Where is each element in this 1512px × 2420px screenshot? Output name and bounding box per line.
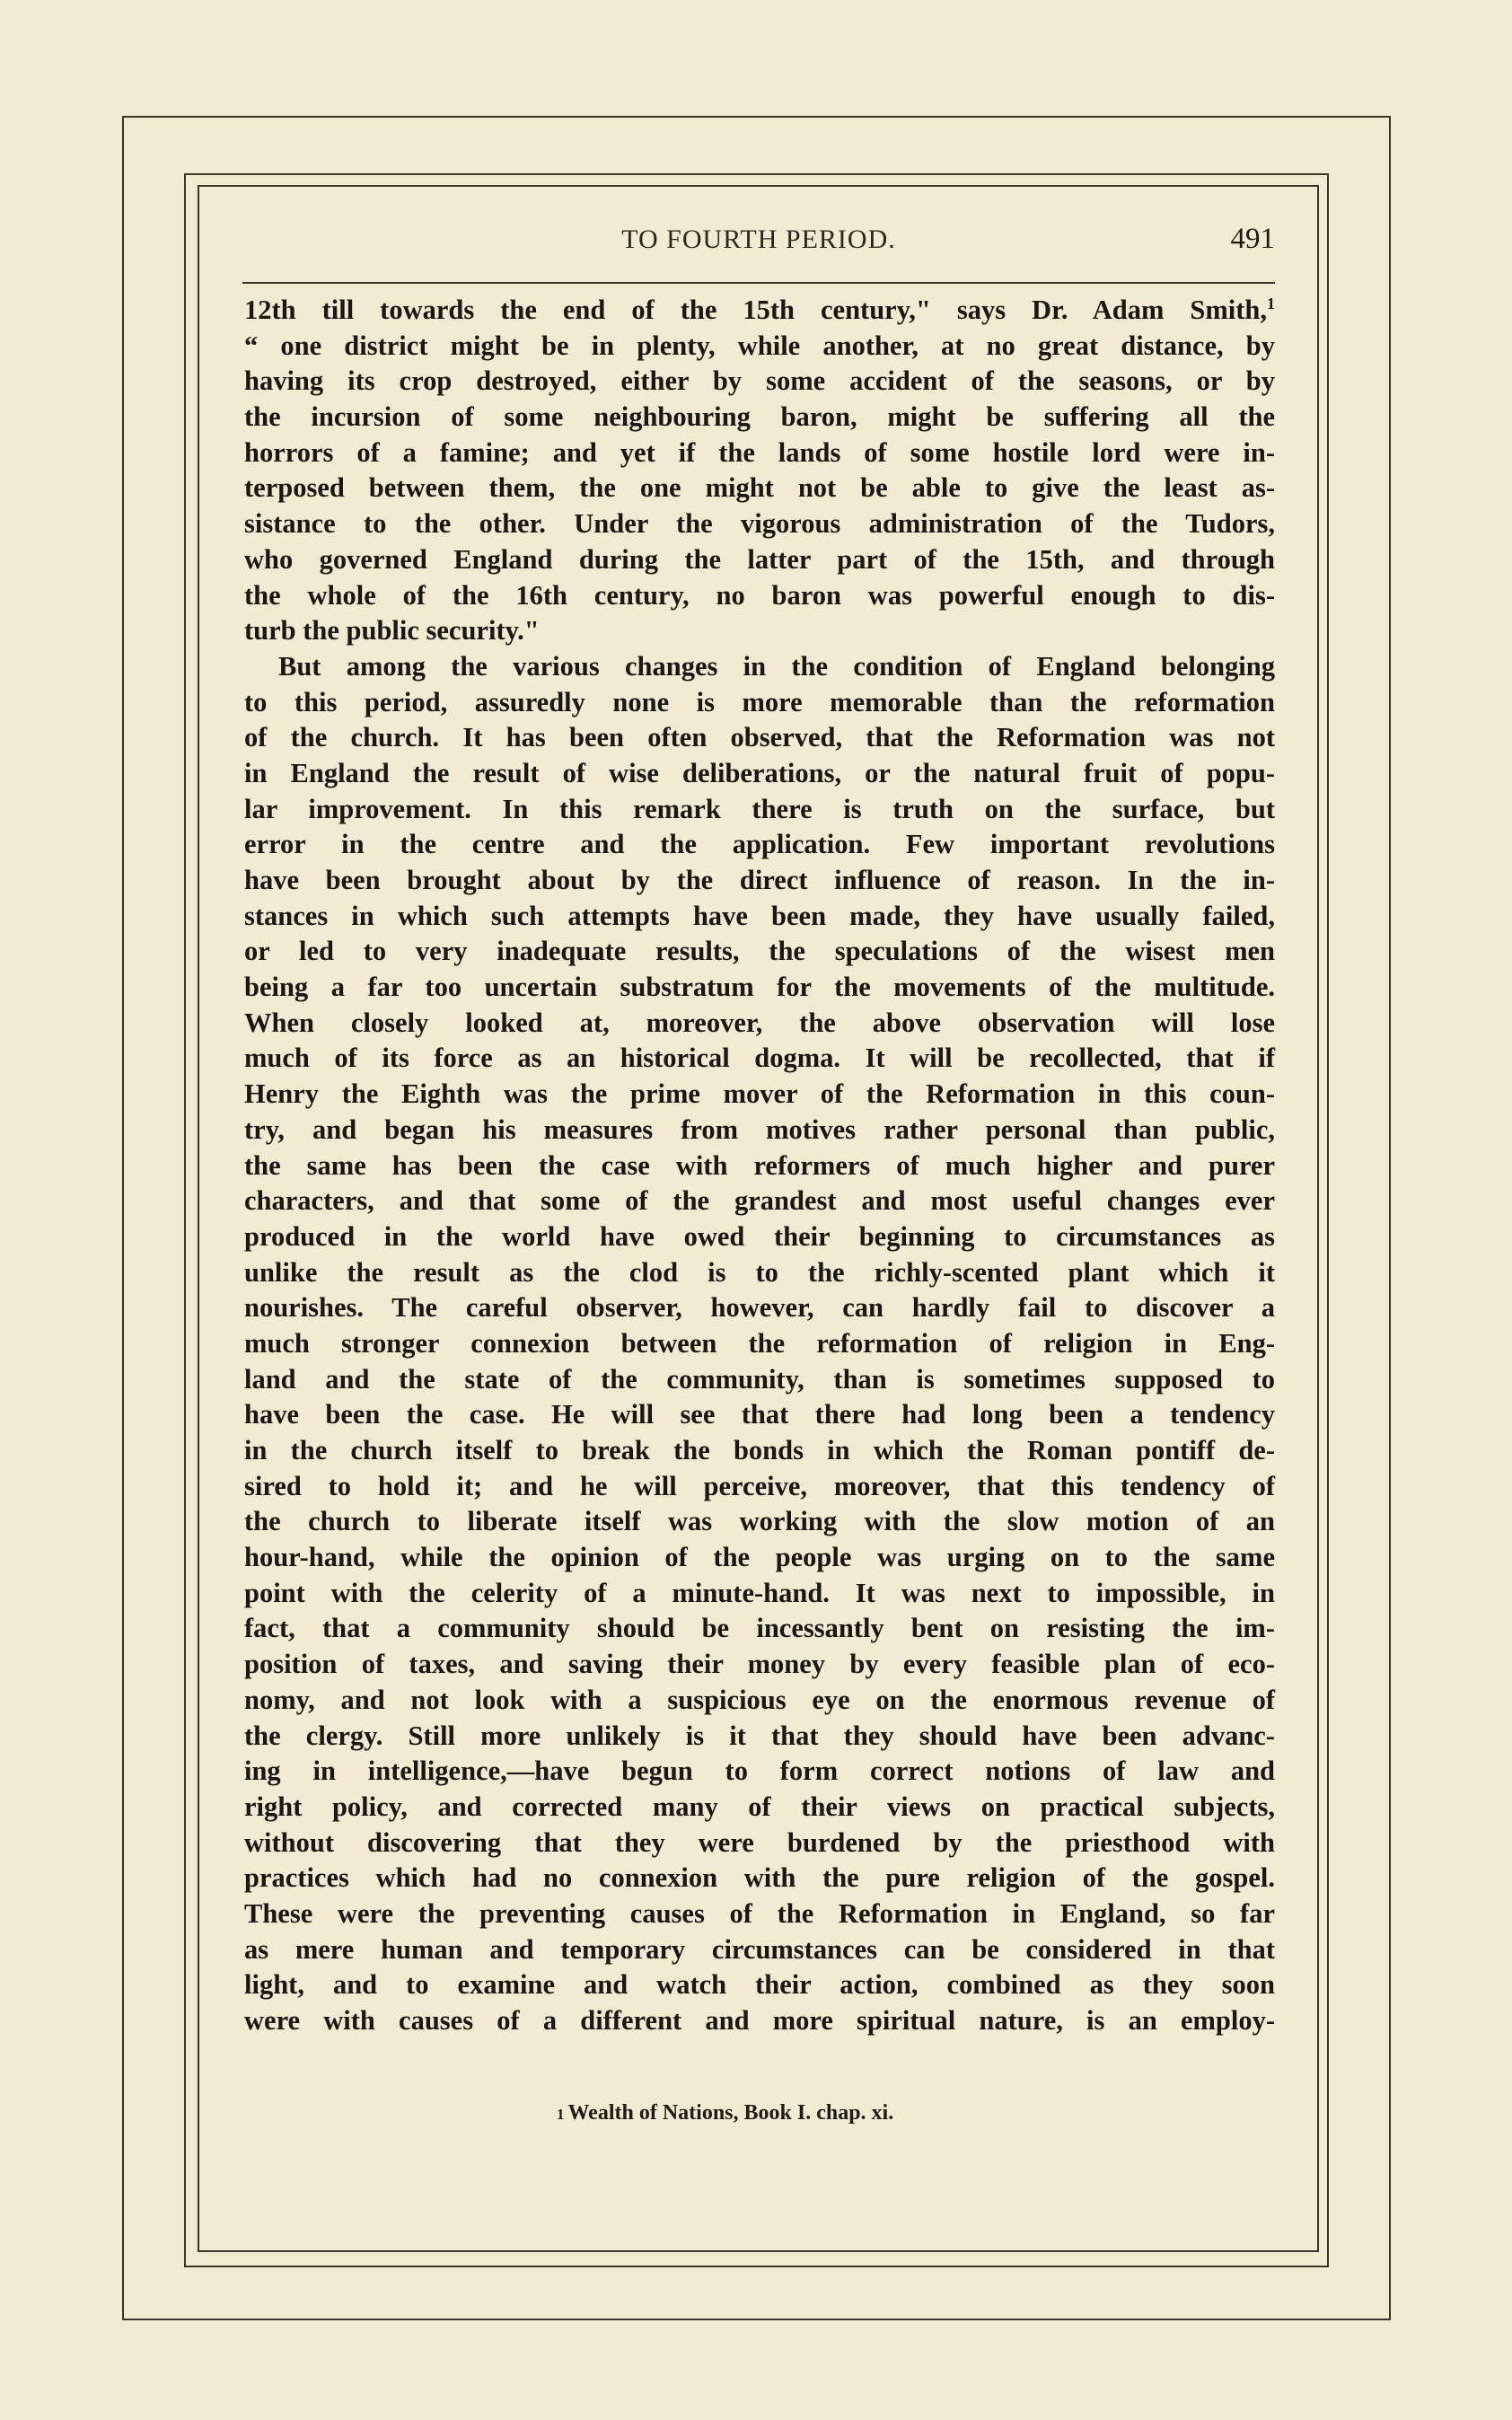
- text-line: error in the centre and the application. Few important revolutions: [244, 829, 1275, 860]
- text-line: produced in the world have owed their beginning to circumstances as: [244, 1220, 1275, 1252]
- footnote-marker: 1: [557, 2106, 565, 2123]
- footnote: [557, 2101, 893, 2125]
- text-line: right policy, and corrected many of their views on practical subjects,: [244, 1791, 1275, 1822]
- text-line: nomy, and not look with a suspicious eye on the enormous revenue of: [244, 1684, 1275, 1715]
- header-rule: [242, 282, 1275, 284]
- text-line: much of its force as an historical dogma. It will be recollected, that if: [244, 1043, 1275, 1074]
- text-line: point with the celerity of a minute-hand. It was next to impossible, in: [244, 1577, 1275, 1608]
- text-line: nourishes. The careful observer, however, can hardly fail to discover a: [244, 1292, 1275, 1324]
- text-line: the whole of the 16th century, no baron was powerful enough to dis-: [244, 579, 1275, 611]
- text-line: ing in intelligence,—have begun to form correct notions of law and: [244, 1756, 1275, 1787]
- text-line: terposed between them, the one might not be able to give the least as-: [244, 472, 1275, 504]
- footnote-reference: 1: [1267, 294, 1275, 312]
- text-line: or led to very inadequate results, the speculations of the wisest men: [244, 936, 1275, 967]
- page-number: 491: [1230, 223, 1275, 255]
- body-text: [244, 293, 1275, 2039]
- text-line: were with causes of a different and more spiritual nature, is an employ-: [244, 2005, 1275, 2036]
- text-line: without discovering that they were burdened by the priesthood with: [244, 1826, 1275, 1858]
- text-line: in England the result of wise deliberations, or the natural fruit of popu-: [244, 757, 1275, 788]
- text-line: much stronger connexion between the reformation of religion in Eng-: [244, 1327, 1275, 1359]
- text-line: But among the various changes in the condition of England belonging: [278, 650, 1275, 682]
- page-header: [242, 224, 1275, 260]
- text-line: the incursion of some neighbouring baron, might be suffering all the: [244, 401, 1275, 433]
- text-line: the church to liberate itself was working with the slow motion of an: [244, 1506, 1275, 1537]
- footnote-text: Wealth of Nations, Book I. chap. xi.: [567, 2101, 894, 2125]
- text-line: the same has been the case with reformers of much higher and purer: [244, 1149, 1275, 1181]
- text-line: light, and to examine and watch their action, combined as they soon: [244, 1969, 1275, 2001]
- text-line: characters, and that some of the grandest and most useful changes ever: [244, 1185, 1275, 1217]
- running-title: TO FOURTH PERIOD.: [621, 224, 896, 254]
- text-line: horrors of a famine; and yet if the lands of some hostile lord were in-: [244, 436, 1275, 468]
- text-line: of the church. It has been often observed, that the Reformation was not: [244, 722, 1275, 753]
- text-line: to this period, assuredly none is more memorable than the reformation: [244, 686, 1275, 717]
- text-line: unlike the result as the clod is to the richly-scented plant which it: [244, 1256, 1275, 1288]
- text-line: “ one district might be in plenty, while another, at no great distance, by: [244, 330, 1275, 361]
- text-line: sistance to the other. Under the vigorous administration of the Tudors,: [244, 508, 1275, 540]
- text-line: When closely looked at, moreover, the above observation will lose: [244, 1007, 1275, 1038]
- text-line: the clergy. Still more unlikely is it that they should have been advanc-: [244, 1720, 1275, 1751]
- text-line: position of taxes, and saving their money by every feasible plan of eco-: [244, 1649, 1275, 1680]
- text-line: sired to hold it; and he will perceive, moreover, that this tendency of: [244, 1470, 1275, 1501]
- text-line: in the church itself to break the bonds in which the Roman pontiff de-: [244, 1435, 1275, 1465]
- text-line: land and the state of the community, than is sometimes supposed to: [244, 1363, 1275, 1395]
- text-line: 12th till towards the end of the 15th century," says Dr. Adam Smith,$^1$: [244, 294, 1275, 325]
- text-line: have been brought about by the direct influence of reason. In the in-: [244, 865, 1275, 895]
- text-line: practices which had no connexion with the pure religion of the gospel.: [244, 1862, 1275, 1894]
- text-line: being a far too uncertain substratum for the movements of the multitude.: [244, 972, 1275, 1003]
- text-line: Henry the Eighth was the prime mover of the Reformation in this coun-: [244, 1078, 1275, 1110]
- text-line: hour-hand, while the opinion of the people was urging on to the same: [244, 1542, 1275, 1573]
- text-line: as mere human and temporary circumstances can be considered in that: [244, 1933, 1275, 1965]
- text-line: These were the preventing causes of the Reformation in England, so far: [244, 1897, 1275, 1929]
- text-line: turb the public security.": [244, 615, 540, 647]
- text-line: fact, that a community should be incessantly bent on resisting the im-: [244, 1613, 1275, 1644]
- text-line: try, and began his measures from motives rather personal than public,: [244, 1113, 1275, 1145]
- text-line: stances in which such attempts have been made, they have usually failed,: [244, 900, 1275, 931]
- text-line: have been the case. He will see that there had long been a tendency: [244, 1399, 1275, 1430]
- text-line: who governed England during the latter part of the 15th, and through: [244, 543, 1275, 575]
- text-line: lar improvement. In this remark there is truth on the surface, but: [244, 793, 1275, 824]
- text-line: having its crop destroyed, either by some accident of the seasons, or by: [244, 365, 1275, 397]
